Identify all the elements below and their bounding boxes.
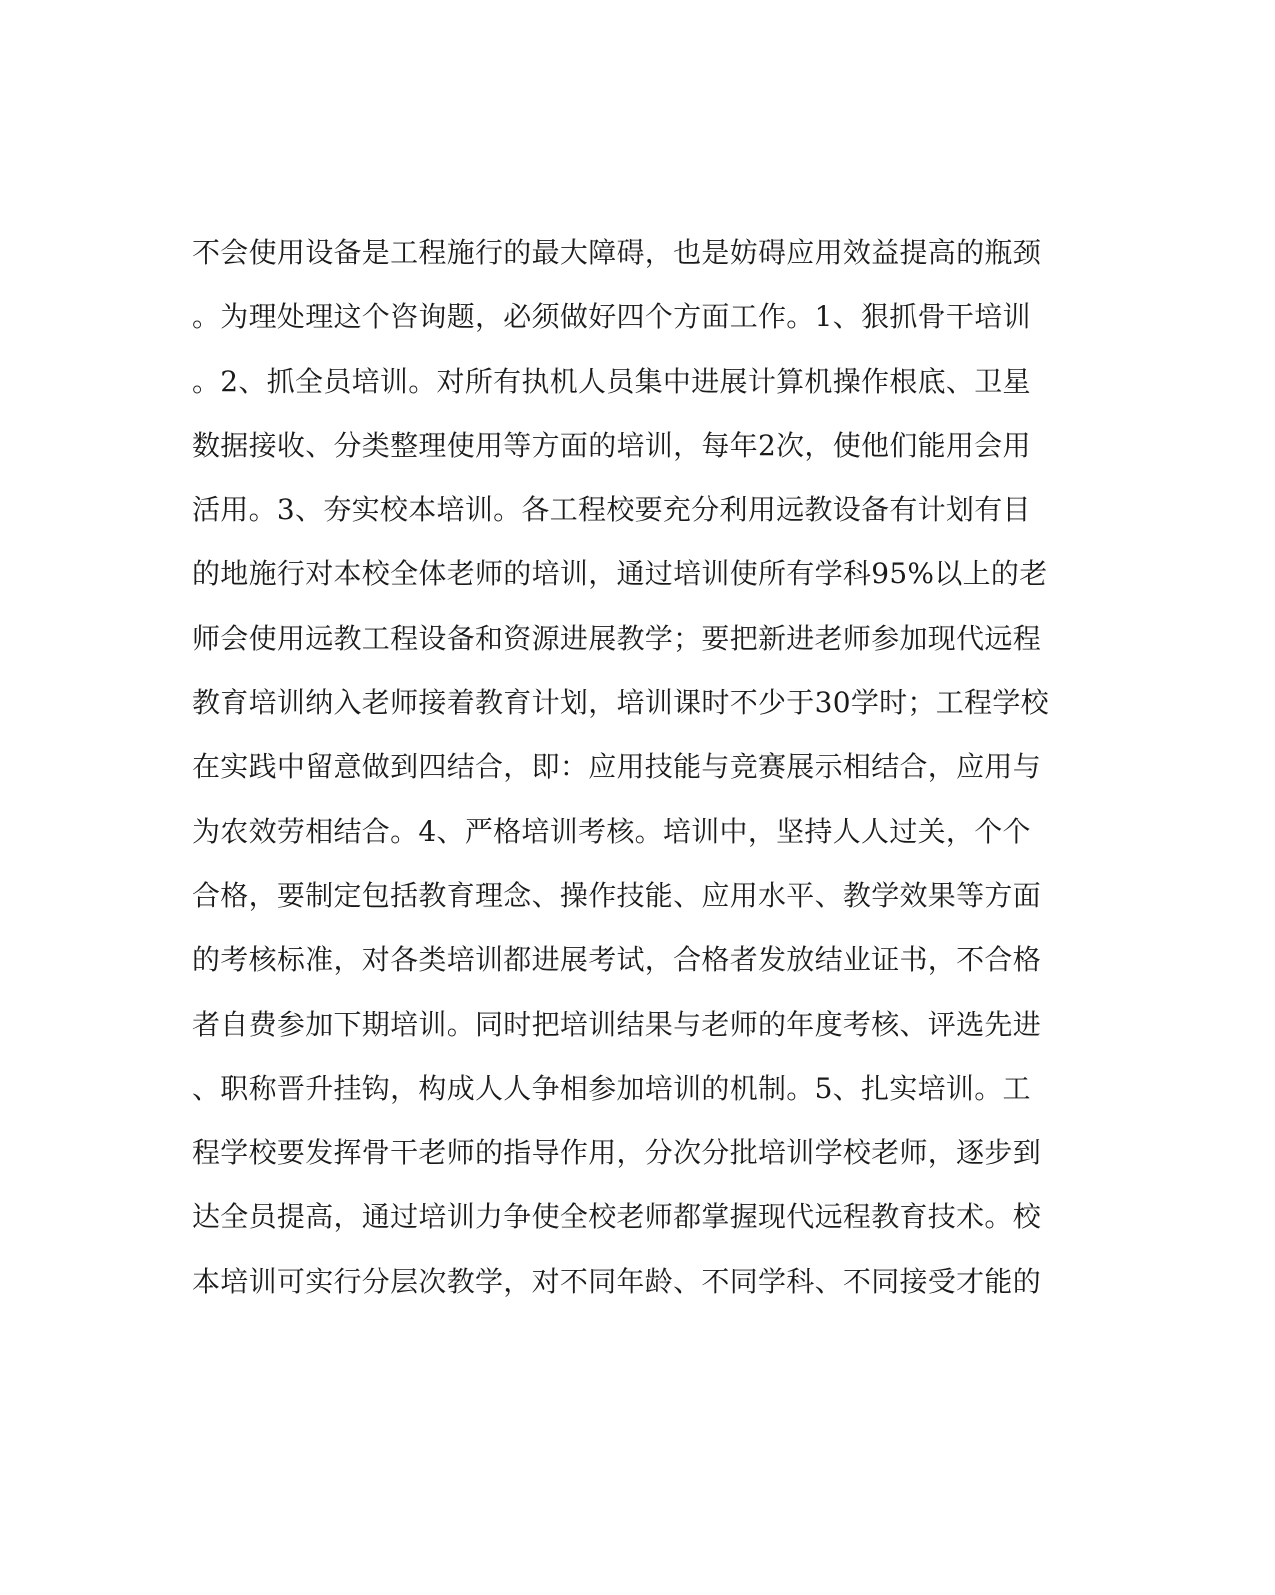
text-line: 的地施行对本校全体老师的培训，通过培训使所有学科95%以上的老 — [192, 557, 1048, 591]
text-line: 教育培训纳入老师接着教育计划，培训课时不少于30学时；工程学校 — [192, 686, 1049, 720]
text-line: 者自费参加下期培训。同时把培训结果与老师的年度考核、评选先进 — [192, 1007, 1042, 1041]
text-line: 数据接收、分类整理使用等方面的培训，每年2次，使他们能用会用 — [192, 428, 1031, 462]
text-line: 为农效劳相结合。4、严格培训考核。培训中，坚持人人过关，个个 — [192, 814, 1031, 848]
text-line: 程学校要发挥骨干老师的指导作用，分次分批培训学校老师，逐步到 — [192, 1136, 1042, 1170]
body-paragraph — [192, 221, 1072, 1314]
text-line: 达全员提高，通过培训力争使全校老师都掌握现代远程教育技术。校 — [192, 1200, 1042, 1234]
text-line: 在实践中留意做到四结合，即：应用技能与竞赛展示相结合，应用与 — [192, 750, 1042, 784]
text-line: 不会使用设备是工程施行的最大障碍，也是妨碍应用效益提高的瓶颈 — [192, 236, 1042, 269]
text-line: 。为理处理这个咨询题，必须做好四个方面工作。1、狠抓骨干培训 — [192, 300, 1031, 334]
text-line: 、职称晋升挂钩，构成人人争相参加培训的机制。5、扎实培训。工 — [192, 1071, 1031, 1105]
text-line: 本培训可实行分层次教学，对不同年龄、不同学科、不同接受才能的 — [192, 1264, 1042, 1298]
text-line: 。2、抓全员培训。对所有执机人员集中进展计算机操作根底、卫星 — [192, 364, 1031, 398]
text-line: 师会使用远教工程设备和资源进展教学；要把新进老师参加现代远程 — [192, 621, 1042, 655]
text-line: 的考核标准，对各类培训都进展考试，合格者发放结业证书，不合格 — [192, 943, 1042, 977]
text-line: 合格，要制定包括教育理念、操作技能、应用水平、教学效果等方面 — [192, 878, 1042, 912]
text-line: 活用。3、夯实校本培训。各工程校要充分利用远教设备有计划有目 — [192, 493, 1031, 527]
